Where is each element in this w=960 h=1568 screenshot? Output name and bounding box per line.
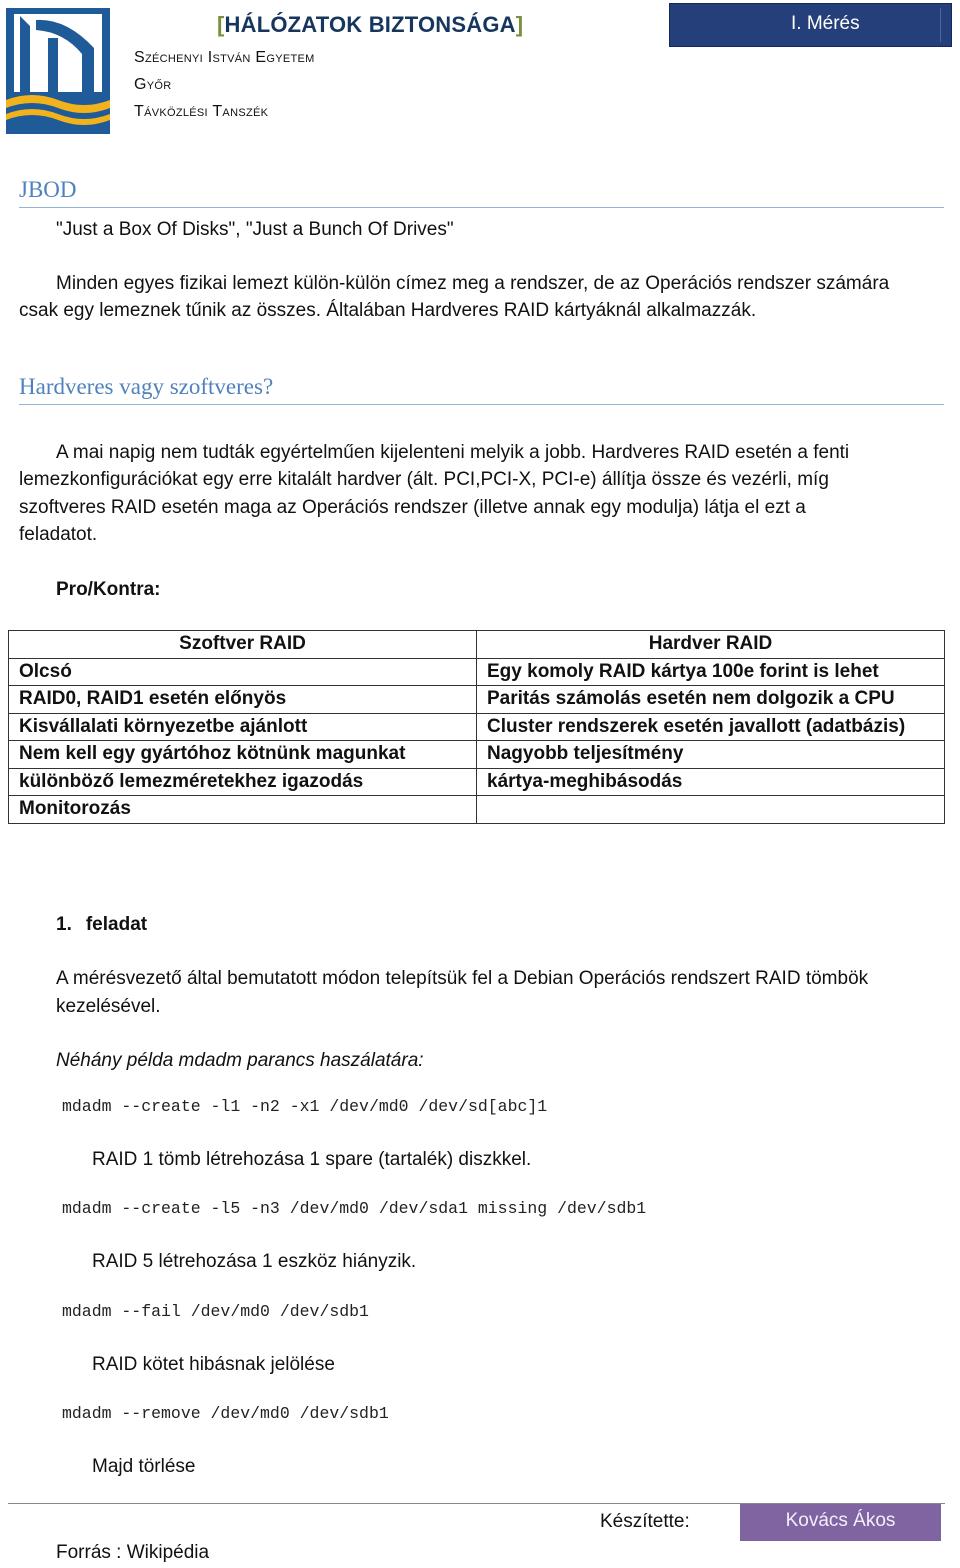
table-cell-hardware xyxy=(477,796,945,824)
bracket-close: ] xyxy=(515,12,524,37)
hwsw-heading: Hardveres vagy szoftveres? xyxy=(19,374,274,399)
bracket-open: [ xyxy=(217,12,225,37)
task-number: 1. xyxy=(56,914,72,935)
table-cell-hardware: Paritás számolás esetén nem dolgozik a CPU xyxy=(477,686,945,714)
city-name: Győr xyxy=(134,76,172,93)
table-row xyxy=(9,686,945,714)
task-title: feladat xyxy=(85,914,148,935)
university-name: Széchenyi István Egyetem xyxy=(134,49,315,66)
course-title-text: HÁLÓZATOK BIZTONSÁGA xyxy=(224,12,516,37)
hwsw-text-line-1: A mai napig nem tudták egyértelműen kijelenteni melyik a jobb. Hardveres RAID esetén a fenti xyxy=(56,442,850,463)
lab-label-box xyxy=(669,3,952,47)
jbod-heading-rule xyxy=(19,207,944,208)
hwsw-text-line-3: szoftveres RAID esetén maga az Operációs rendszer (illetve annak egy modulja) látja el ezt a xyxy=(19,497,806,518)
pro-kontra-table xyxy=(8,630,945,824)
command-code: mdadm --create -l1 -n2 -x1 /dev/md0 /dev/sd[abc]1 xyxy=(62,1097,548,1116)
table-header-row xyxy=(9,631,945,659)
table-cell-software: Monitorozás xyxy=(9,796,477,824)
lab-label: I. Mérés xyxy=(791,13,860,34)
table-header-hardware: Hardver RAID xyxy=(477,631,945,659)
table-cell-software: RAID0, RAID1 esetén előnyös xyxy=(9,686,477,714)
table-cell-software: különböző lemezméretekhez igazodás xyxy=(9,768,477,796)
university-logo xyxy=(6,8,110,134)
hwsw-text-line-2: lemezkonfigurációkat egy erre kitalált hardver (ált. PCI,PCI-X, PCI-e) állítja össze és vezérli, míg xyxy=(19,469,829,490)
lab-box-divider xyxy=(940,8,941,42)
table-row xyxy=(9,713,945,741)
command-code: mdadm --fail /dev/md0 /dev/sdb1 xyxy=(62,1302,369,1321)
author-box xyxy=(740,1504,941,1541)
command-description: RAID 5 létrehozása 1 eszköz hiányzik. xyxy=(92,1251,417,1272)
source-note: Forrás : Wikipédia xyxy=(56,1542,210,1563)
table-row xyxy=(9,768,945,796)
author-name: Kovács Ákos xyxy=(785,1510,896,1531)
table-header-software: Szoftver RAID xyxy=(9,631,477,659)
course-title xyxy=(217,12,523,38)
command-code: mdadm --remove /dev/md0 /dev/sdb1 xyxy=(62,1404,389,1423)
jbod-subtitle: "Just a Box Of Disks", "Just a Bunch Of Drives" xyxy=(56,219,454,240)
examples-title: Néhány példa mdadm parancs haszálatára: xyxy=(56,1050,424,1071)
task-text-line-1: A mérésvezető által bemutatott módon telepítsük fel a Debian Operációs rendszert RAID tömbök xyxy=(56,968,869,989)
hwsw-heading-rule xyxy=(19,404,944,405)
table-cell-software: Kisvállalati környezetbe ajánlott xyxy=(9,713,477,741)
task-text-line-2: kezelésével. xyxy=(56,996,161,1017)
command-description: RAID 1 tömb létrehozása 1 spare (tartalék) diszkkel. xyxy=(92,1149,532,1170)
table-cell-hardware: Cluster rendszerek esetén javallott (adatbázis) xyxy=(477,713,945,741)
department-name: Távközlési Tanszék xyxy=(134,103,269,120)
jbod-heading: JBOD xyxy=(19,177,77,202)
made-by-label: Készítette: xyxy=(600,1511,690,1532)
hwsw-text-line-4: feladatot. xyxy=(19,524,98,545)
table-cell-hardware: Nagyobb teljesítmény xyxy=(477,741,945,769)
table-cell-hardware: Egy komoly RAID kártya 100e forint is lehet xyxy=(477,658,945,686)
jbod-text-line-1: Minden egyes fizikai lemezt külön-külön címez meg a rendszer, de az Operációs rendszer számára xyxy=(56,273,890,294)
command-description: RAID kötet hibásnak jelölése xyxy=(92,1354,335,1375)
command-code: mdadm --create -l5 -n3 /dev/md0 /dev/sda1 missing /dev/sdb1 xyxy=(62,1199,647,1218)
table-row xyxy=(9,796,945,824)
table-row xyxy=(9,741,945,769)
table-cell-software: Nem kell egy gyártóhoz kötnünk magunkat xyxy=(9,741,477,769)
table-cell-hardware: kártya-meghibásodás xyxy=(477,768,945,796)
command-description: Majd törlése xyxy=(92,1456,196,1477)
pro-kontra-label: Pro/Kontra: xyxy=(56,579,161,600)
table-cell-software: Olcsó xyxy=(9,658,477,686)
task-heading xyxy=(56,911,147,939)
table-row xyxy=(9,658,945,686)
jbod-text-line-2: csak egy lemeznek tűnik az összes. Általában Hardveres RAID kártyáknál alkalmazzák. xyxy=(19,300,757,321)
